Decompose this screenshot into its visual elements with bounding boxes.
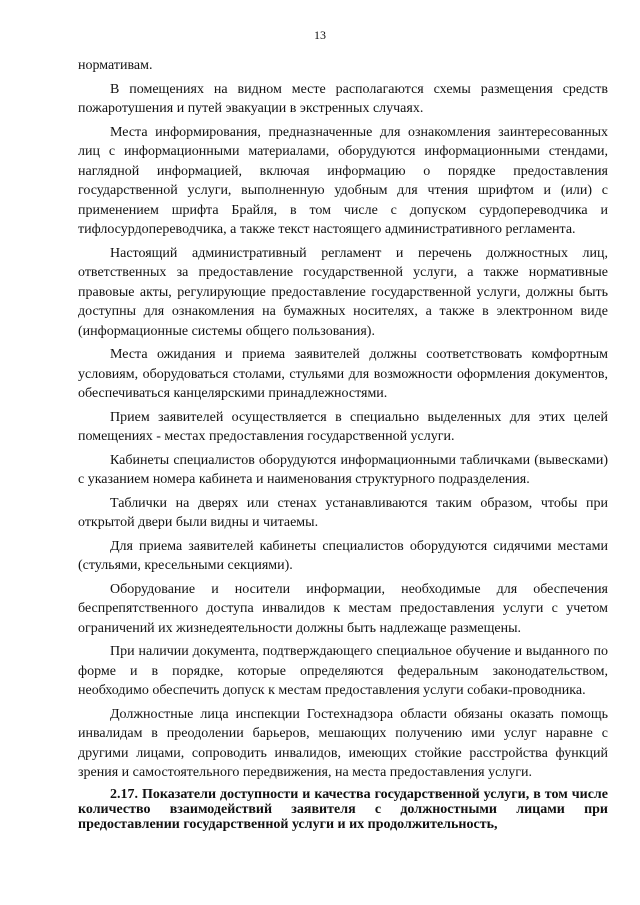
paragraph-office-signs: Кабинеты специалистов оборудуются информационными табличками (вывесками) с указанием номера кабинета и наименования структурного подразделения. (78, 452, 608, 487)
paragraph-reception-rooms: Прием заявителей осуществляется в специально выделенных для этих целей помещениях - местах предоставления государственной услуги. (78, 409, 608, 444)
paragraph-information-places: Места информирования, предназначенные для ознакомления заинтересованных лиц с информационными материалами, оборудуются информационными стендами, наглядной информацией, включая информацию о порядке предоставления государственной услуги, выполненную удобным для чтения шрифтом и (или) с применением шрифта Брайля, в том числе с допуском сурдопереводчика и тифлосурдопереводчика, а также текст настоящего административного регламента. (78, 124, 608, 237)
paragraph-continuation: нормативам. (78, 58, 153, 73)
document-body (78, 56, 608, 836)
page-number: 13 (314, 28, 326, 42)
paragraph-evacuation-schemes: В помещениях на видном месте располагаются схемы размещения средств пожаротушения и путей эвакуации в экстренных случаях. (78, 81, 608, 116)
paragraph-staff-assistance: Должностные лица инспекции Гостехнадзора области обязаны оказать помощь инвалидам в преодолении барьеров, мешающих получению ими услуг наравне с другими лицами, сопроводить инвалидов, имеющих стойкие расстройства функций зрения и самостоятельного передвижения, на места предоставления услуги. (78, 706, 608, 780)
paragraph-regulation-availability: Настоящий административный регламент и перечень должностных лиц, ответственных за предоставление государственной услуги, а также нормативные правовые акты, регулирующие предоставление государственной услуги, должны быть доступны для ознакомления на бумажных носителях, а также в электронном виде (информационные системы общего пользования). (78, 245, 608, 339)
paragraph-waiting-places: Места ожидания и приема заявителей должны соответствовать комфортным условиям, оборудоваться столами, стульями для возможности оформления документов, обеспечиваться канцелярскими принадлежностями. (78, 347, 608, 401)
paragraph-sign-placement: Таблички на дверях или стенах устанавливаются таким образом, чтобы при открытой двери были видны и читаемы. (78, 495, 608, 530)
paragraph-accessibility-equipment: Оборудование и носители информации, необходимые для обеспечения беспрепятственного доступа инвалидов к местам предоставления услуги с учетом ограничений их жизнедеятельности должны быть надлежаще размещены. (78, 581, 608, 636)
paragraph-seating: Для приема заявителей кабинеты специалистов оборудуются сидячими местами (стульями, кресельными секциями). (78, 538, 608, 573)
section-heading-2-17: 2.17. Показатели доступности и качества государственной услуги, в том числе количество взаимодействий заявителя с должностными лицами при предоставлении государственной услуги и их продолжительность, (78, 786, 608, 832)
paragraph-guide-dog: При наличии документа, подтверждающего специальное обучение и выданного по форме и в порядке, которые определяются федеральным законодательством, необходимо обеспечить допуск к местам предоставления услуги собаки-проводника. (78, 644, 608, 698)
